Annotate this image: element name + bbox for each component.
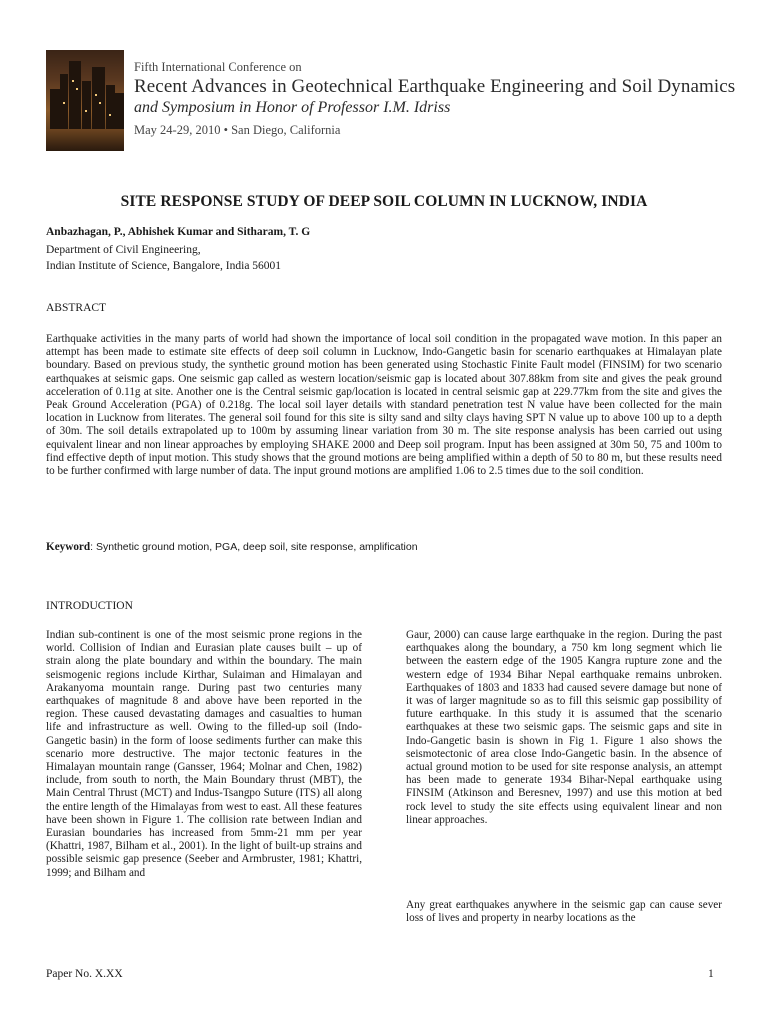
affiliation-line: Department of Civil Engineering, xyxy=(46,244,201,256)
skyline-photo xyxy=(46,50,124,151)
author-affiliation xyxy=(46,242,281,274)
conference-title: Recent Advances in Geotechnical Earthquake Engineering and Soil Dynamics xyxy=(134,76,736,97)
paper-number: Paper No. X.XX xyxy=(46,968,123,980)
introduction-left-column: Indian sub-continent is one of the most seismic prone regions in the world. Collision of Indian and Eurasian plate causes built – up of strain along the plate boundary and within the boundary. The main seismogenic regions include Kirthar, Sulaiman and Himalayan and Arakanyoma mountain range. During past two centuries many earthquakes of magnitude 8 and above have been reported in the region. These caused devastating damages and casualties to human life and infrastructure as well. Owing to the filled-up soil (Indo-Gangetic basin) in the form of loose sediments further can make this scenario more destructive. The major tectonic features in the Himalayan mountain range (Gansser, 1964; Molnar and Chen, 1982) include, from south to north, the Main Boundary thrust (MBT), the Main Central Thrust (MCT) and Indus-Tsangpo Suture (ITS) all along the entire length of the Himalayas from west to east. All these features have been shown in Figure 1. The collision rate between Indian and Eurasian boundaries has increased from 5mm-21 mm per year (Khattri, 1987, Bilham et al., 2001). In the light of built-up strains and possible seismic gap presence (Seeber and Armbruster, 1981; Khattri, 1999; and Bilham and xyxy=(46,629,362,879)
abstract-text: Earthquake activities in the many parts of world had shown the importance of local soil condition in the propagated wave motion. In this paper an attempt has been made to estimate site effects of deep soil column in Lucknow, Indo-Gangetic basin for scenario earthquakes at Himalayan plate boundary. Based on previous study, the synthetic ground motion has been generated using Stochastic Finite Fault model (FINSIM) for two scenario earthquakes at seismic gaps. One seismic gap called as western location/seismic gap is located about 307.88km from site and gives the peak ground acceleration of 0.11g at site. Another one is the Central seismic gap/location is located in central seismic gap at 229.77km from the site and gives the Peak Ground Acceleration (PGA) of 0.218g. The local soil layer details with standard penetration test N value have been collected for the main location in Lucknow from literates. The general soil found for this site is silty sand and silty clays having SPT N value up to above 100 up to a depth of 30m. The soil details extrapolated up to 100m by assuming linear variation from 30 m. The site response analysis has been carried out using equivalent linear and non linear approaches by employing SHAKE 2000 and Deep soil program. Input has been assigned at 30m 50, 75 and 100m to find effective depth of input motion. This study shows that the ground motions are being amplified within a depth of 50 to 80 m, but these results need to be further confirmed with large number of data. The input ground motions are amplified 1.06 to 2.5 times due to the soil condition. xyxy=(46,333,722,478)
introduction-right-column: Gaur, 2000) can cause large earthquake in the region. During the past earthquakes along the boundary, a 750 km long segment which lie between the eastern edge of the 1905 Kangra rupture zone and the western edge of 1934 Bihar Nepal earthquake remains unbroken. Earthquakes of 1803 and 1833 had caused severe damage but none of it was of larger magnitude so as to fill this seismic gap possibility of future earthquake. In this study it is assumed that the scenario earthquakes at these two seismic gaps. The seismic gaps and site in Indo-Gangetic basin is shown in Fig 1. Figure 1 also shows the seismotectonic of area close Indo-Gangetic basin. In the absence of actual ground motion to be used for site response analysis, an attempt has been made to generate 1934 Bihar-Nepal earthquake using FINSIM (Atkinson and Beresnev, 1997) and use this motion at bed rock level to study the site effects using equivalent linear and non linear approaches. xyxy=(406,629,722,826)
affiliation-line: Indian Institute of Science, Bangalore, India 56001 xyxy=(46,260,282,272)
keyword-list: : Synthetic ground motion, PGA, deep soil, site response, amplification xyxy=(90,541,418,553)
page-number: 1 xyxy=(708,968,714,980)
paper-title: SITE RESPONSE STUDY OF DEEP SOIL COLUMN IN LUCKNOW, INDIA xyxy=(120,193,648,210)
keyword-label: Keyword xyxy=(46,541,91,553)
conference-subtitle: and Symposium in Honor of Professor I.M. Idriss xyxy=(134,99,451,116)
keywords xyxy=(46,541,418,553)
introduction-heading: INTRODUCTION xyxy=(46,600,133,612)
abstract-heading: ABSTRACT xyxy=(46,302,107,314)
introduction-right-column-continued: Any great earthquakes anywhere in the seismic gap can cause sever loss of lives and property in nearby locations as the xyxy=(406,899,722,925)
conference-date-location: May 24-29, 2010 • San Diego, California xyxy=(134,123,341,137)
paper-authors: Anbazhagan, P., Abhishek Kumar and Sitharam, T. G xyxy=(46,226,311,238)
conference-banner xyxy=(46,50,736,151)
conference-line: Fifth International Conference on xyxy=(134,60,302,74)
